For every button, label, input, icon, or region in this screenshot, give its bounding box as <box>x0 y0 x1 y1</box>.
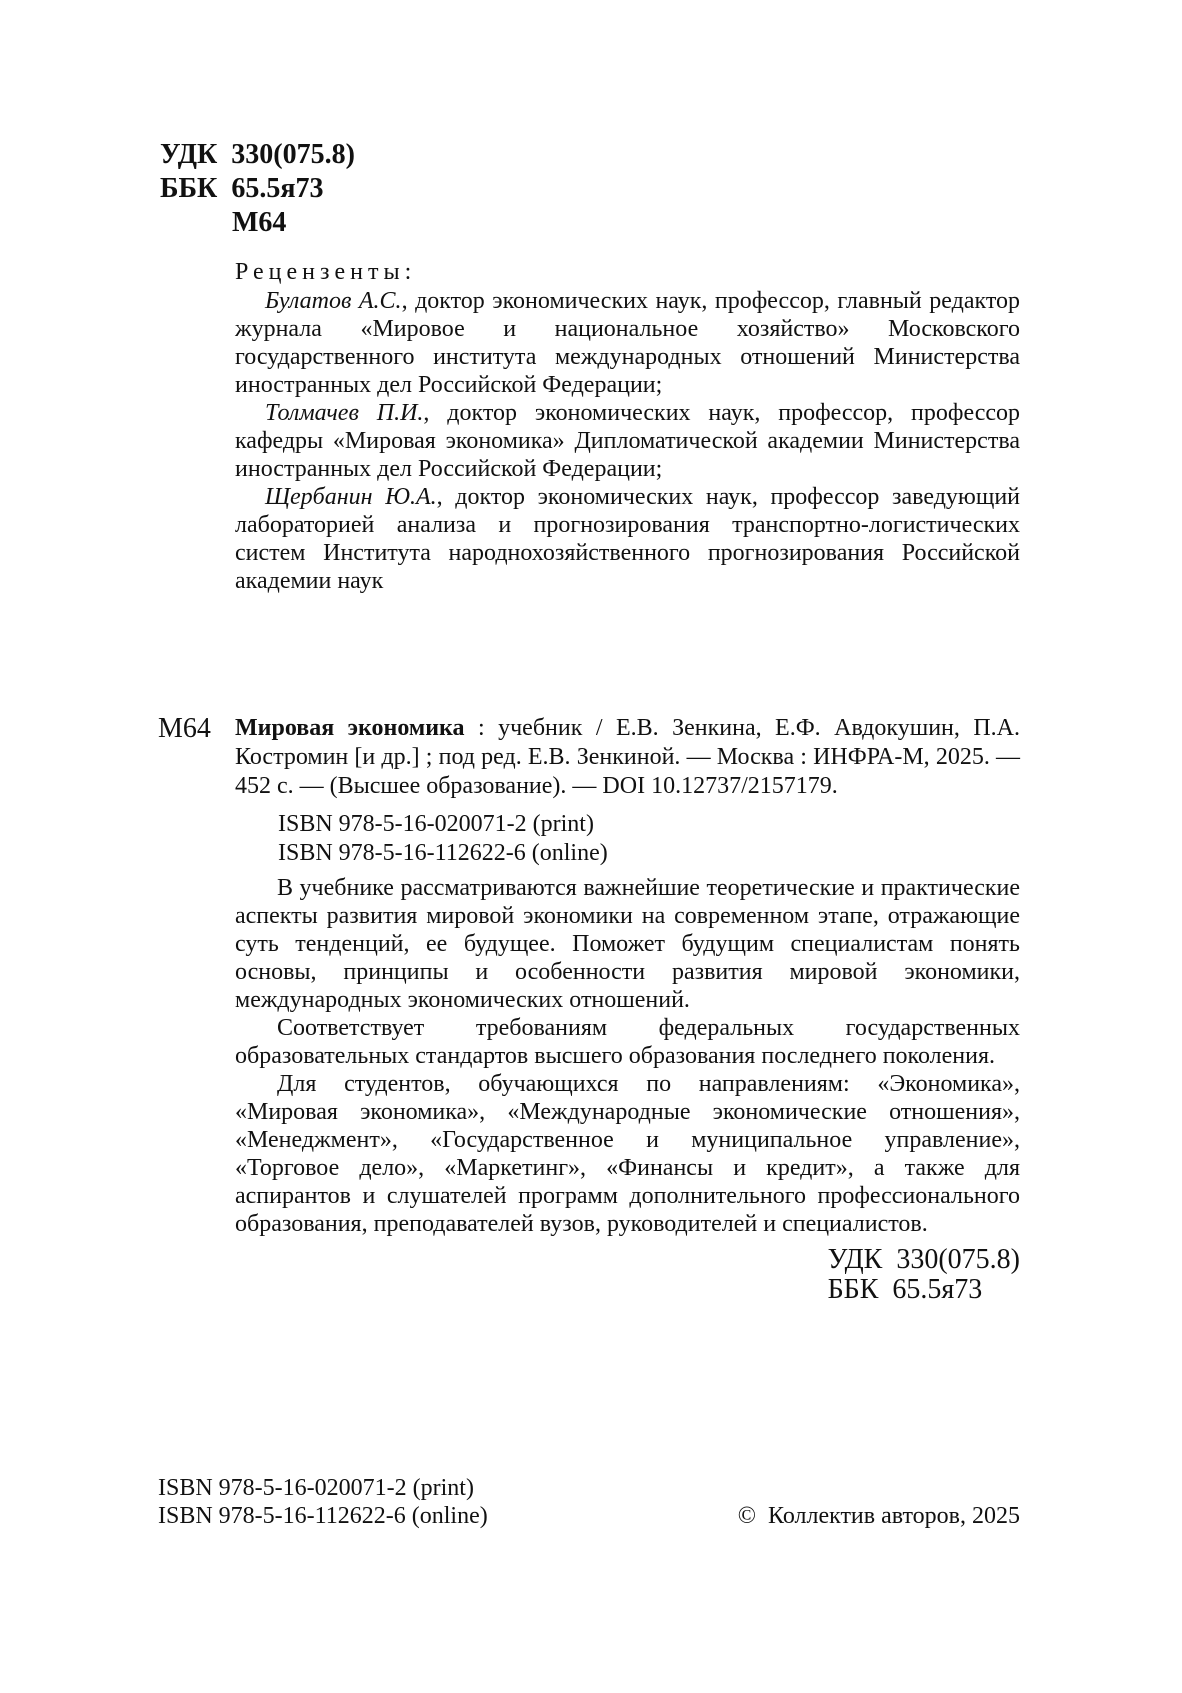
reviewer-name: Булатов А.С. <box>265 288 402 314</box>
reviewers-heading: Рецензенты: <box>235 259 417 285</box>
book-title: Мировая экономика <box>235 715 465 741</box>
udk-code: УДК 330(075.8) <box>160 139 355 170</box>
reviewer-description: , доктор экономических наук, профессор, профессор кафедры «Мировая экономика» Дипломатической академии Министерства иностранных дел Российской Федерации; <box>235 400 1021 482</box>
udk-code: УДК 330(075.8) <box>827 1244 1020 1275</box>
reviewer-name: Толмачев П.И. <box>265 400 424 426</box>
author-mark: М64 <box>232 207 287 238</box>
book-details: : учебник / Е.В. Зенкина, Е.Ф. Авдокушин, П.А. Костромин [и др.] ; под ред. Е.В. Зенкиной. — Москва : ИНФРА-М, 2025. — 452 с. — (Высшее образование). — DOI 10.12737/2157179. <box>235 715 1020 799</box>
isbn-print: ISBN 978-5-16-020071-2 (print) <box>158 1475 474 1501</box>
annotation-paragraph: В учебнике рассматриваются важнейшие теоретические и практические аспекты развития мировой экономики на современном этапе, отражающие суть тенденций, ее будущее. Поможет будущим специалистам понять основы, принципы и особенности развития мировой экономики, международных экономических отношений. <box>235 875 1020 1013</box>
reviewers-section <box>235 258 1020 595</box>
reviewer-description: , доктор экономических наук, профессор заведующий лабораторией анализа и прогнозирования транспортно-логистических систем Института народнохозяйственного прогнозирования Российской академии наук <box>235 484 1021 594</box>
annotation <box>235 874 1020 1238</box>
classification-header <box>160 138 355 240</box>
reviewer-entry <box>235 483 1020 595</box>
classification-footer <box>828 1245 1020 1305</box>
entry-isbn-block <box>278 810 608 868</box>
bbk-code: ББК 65.5я73 <box>160 173 324 204</box>
copyright-notice: © Коллектив авторов, 2025 <box>737 1503 1020 1529</box>
reviewer-entry <box>235 287 1020 399</box>
annotation-paragraph: Для студентов, обучающихся по направлениям: «Экономика», «Мировая экономика», «Международные экономические отношения», «Менеджмент», «Государственное и муниципальное управление», «Торговое дело», «Маркетинг», «Финансы и кредит», а также для аспирантов и слушателей программ дополнительного профессионального образования, преподавателей вузов, руководителей и специалистов. <box>235 1071 1020 1237</box>
reviewer-entry <box>235 399 1020 483</box>
isbn-online: ISBN 978-5-16-112622-6 (online) <box>278 840 608 866</box>
entry-author-mark: М64 <box>158 713 211 744</box>
footer-isbn-block <box>158 1474 488 1530</box>
reviewer-description: , доктор экономических наук, профессор, главный редактор журнала «Мировое и национальное хозяйство» Московского государственного института международных отношений Министерства иностранных дел Российской Федерации; <box>235 288 1020 398</box>
bbk-code: ББК 65.5я73 <box>827 1274 983 1305</box>
isbn-online: ISBN 978-5-16-112622-6 (online) <box>158 1503 488 1529</box>
bibliographic-description <box>235 714 1020 801</box>
annotation-paragraph: Соответствует требованиям федеральных государственных образовательных стандартов высшего образования последнего поколения. <box>235 1015 1020 1069</box>
isbn-print: ISBN 978-5-16-020071-2 (print) <box>278 811 594 837</box>
reviewer-name: Щербанин Ю.А. <box>265 484 437 510</box>
